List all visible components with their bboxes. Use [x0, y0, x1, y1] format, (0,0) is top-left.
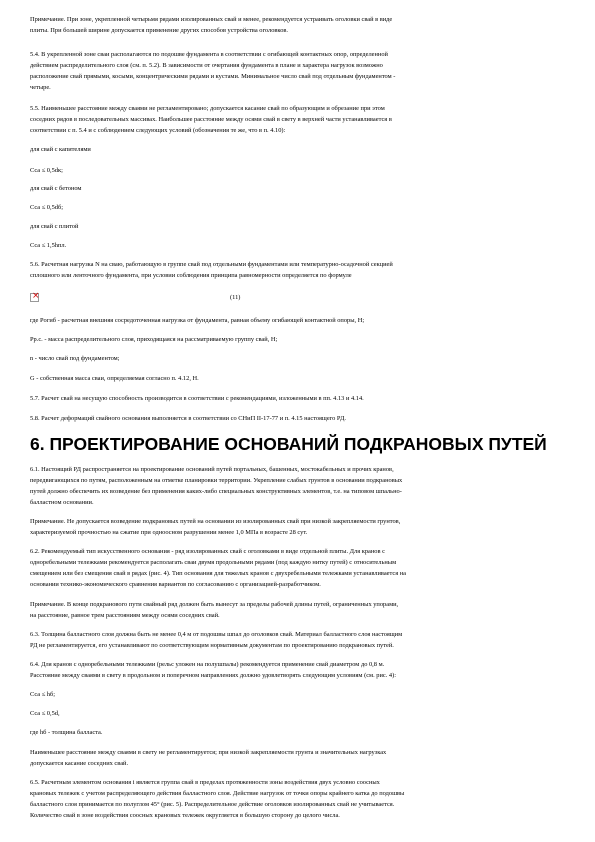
definition-g: G - собственная масса сваи, определяемая согласно п. 4.12, Н.: [30, 375, 199, 382]
paragraph-5-8: 5.8. Расчет деформаций свайного основания выполняется в соответствии со СНиП II-17-77 и п. 4.15 настоящего РД.: [30, 415, 346, 422]
paragraph-5-7: 5.7. Расчет свай на несущую способность производится в соответствии с рекомендациями, изложенными в пп. 4.13 и 4.14.: [30, 395, 364, 402]
paragraph-5-4: 5.4. В укрепленной зоне сваи располагаются по подошве фундамента в соответствии с огибающей контактных опор, определенной действием распределительного слоя (см. п. 5.2). В зависимости от очертания фундамента в плане и характера нагрузок возможно расположение свай прямыми, косыми, концентрическими рядами и кустами. Минимальное число свай под отдельным фундаментом - четыре.: [30, 51, 396, 91]
paragraph-6-3: 6.3. Толщина балластного слоя должна быть не менее 0,4 м от подошвы шпал до оголовков свай. Материал балластного слоя настоящим РД не регламентируется, его устанавливают по соответствующим нормативным документам по проектированию подкрановых путей.: [30, 631, 403, 649]
condition-formula-slab: Сса ≤ 1,5hпл.: [30, 242, 67, 249]
section-heading: 6. ПРОЕКТИРОВАНИЕ ОСНОВАНИЙ ПОДКРАНОВЫХ ПУТЕЙ: [30, 434, 547, 454]
paragraph-note-2: Примечание. Не допускается возведение подкрановых путей на основании из изолированных свай при низкой закрепляемости грунтов, характеризуемой прочностью на сжатие при одноосном разрушении менее 1,0 МПа в возрасте 28 сут.: [30, 518, 401, 536]
paragraph-note-3: Примечание. В конце подкранового пути свайный ряд должен быть вынесут за пределы рабочей длины путей, ограниченных упорами, на расстояние, равное трем расстояниям между осями соседних свай.: [30, 601, 399, 619]
formula-image-placeholder-icon: [30, 293, 39, 302]
paragraph-6-4: 6.4. Для кранов с одноребельными тележками (рельс уложен на полушпалы) рекомендуется применение свай диаметром до 0,8 м. Расстояние между сваями в свету в продольном и поперечном направлениях должно удовлетворять следующим условиям (см. рис. 4):: [30, 661, 397, 679]
condition-formula-concrete: Сса ≤ 0,5dб;: [30, 204, 64, 211]
paragraph-min-distance: Наименьшее расстояние между сваями в свету не регламентируется; при низкой закрепляемости грунта и значительных нагрузках допускается касание соседних свай.: [30, 749, 387, 767]
paragraph-5-5: 5.5. Наименьшее расстояние между сваями не регламентировано; допускается касание свай по образующим и обрезание при этом соседних рядов в последовательных массивах. Наибольшее расстояние между осями свай в свету в верхней части устанавливается в соответствии с п. 5.4 и с соблюдением следующих условий (обозначения те же, что в п. 4.10):: [30, 105, 392, 134]
paragraph-6-5: 6.5. Расчетным элементом основания i является группа свай в пределах протяженности зоны воздействия двух условно соосных крановых тележек с учетом распределяющего действия балластного слоя. Действие нагрузок от точки опоры крайнего катка до подошвы балластного слоя принимается по полуглом 45° (рис. 5). Распределительное действие оголовков изолированных свай не учитывается. Количество свай в зоне воздействия соосных крановых тележек округляется в большую сторону до целого числа.: [30, 779, 405, 819]
equation-number: (11): [230, 294, 241, 301]
definition-n: n - число свай под фундаментом;: [30, 355, 120, 362]
definition-p-rs: Pр.с. - масса распределительного слоя, приходящаяся на рассматриваемую группу свай, Н;: [30, 336, 278, 343]
condition-formula-diameter: Сса ≤ 0,5d,: [30, 710, 60, 717]
paragraph-6-2: 6.2. Рекомендуемый тип искусственного основания - ряд изолированных свай с оголовками в виде отдельной плиты. Для кранов с одноребельными тележками рекомендуется располагать сваи двумя продольными рядами (под каждую нитку путей) с относительным смещением или без смещения свай в рядах (рис. 4). Тип основания для тяжелых кранов с двухребельными тележками устанавливается на основании технико-экономического сравнения вариантов по согласованию с организацией-разработчиком.: [30, 548, 407, 588]
condition-caption-slab: для свай с плитой: [30, 223, 79, 230]
condition-caption-capitals: для свай с капителями: [30, 146, 91, 153]
paragraph-5-6: 5.6. Расчетная нагрузка N на сваю, работающую в группе свай под отдельными фундаментами или температурно-осадочной секцией сплошного или ленточного фундамента, при условии соблюдения принципа равномерности определяется по формуле: [30, 261, 393, 279]
paragraph-note-1: Примечание. При зоне, укрепленной четырьмя рядами изолированных свай и менее, рекомендуется устраивать оголовки свай в виде плиты. При большей ширине допускается применение других способов устройства оголовков.: [30, 16, 393, 34]
condition-caption-concrete: для свай с бетоном: [30, 185, 82, 192]
definition-hb: где hб - толщина балласта.: [30, 729, 103, 736]
definition-p-ogib: где Pогиб - расчетная внешняя сосредоточенная нагрузка от фундамента, равная объему огибающей контактной опоры, Н;: [30, 317, 365, 324]
condition-formula-capitals: Сса ≤ 0,5dк;: [30, 167, 63, 174]
paragraph-6-1: 6.1. Настоящий РД распространяется на проектирование оснований путей портальных, башенных, мостокабельных и прочих кранов, передвигающихся по путям, расположенным на отметке планировки территории. Укрепление слабых грунтов в основании подкрановых путей должно обеспечить их возведение без применения каких-либо специальных конструктивных элементов, т.е. на типовом шпально- балластном основании.: [30, 466, 403, 506]
condition-formula-ballast: Сса ≤ hб;: [30, 691, 56, 698]
